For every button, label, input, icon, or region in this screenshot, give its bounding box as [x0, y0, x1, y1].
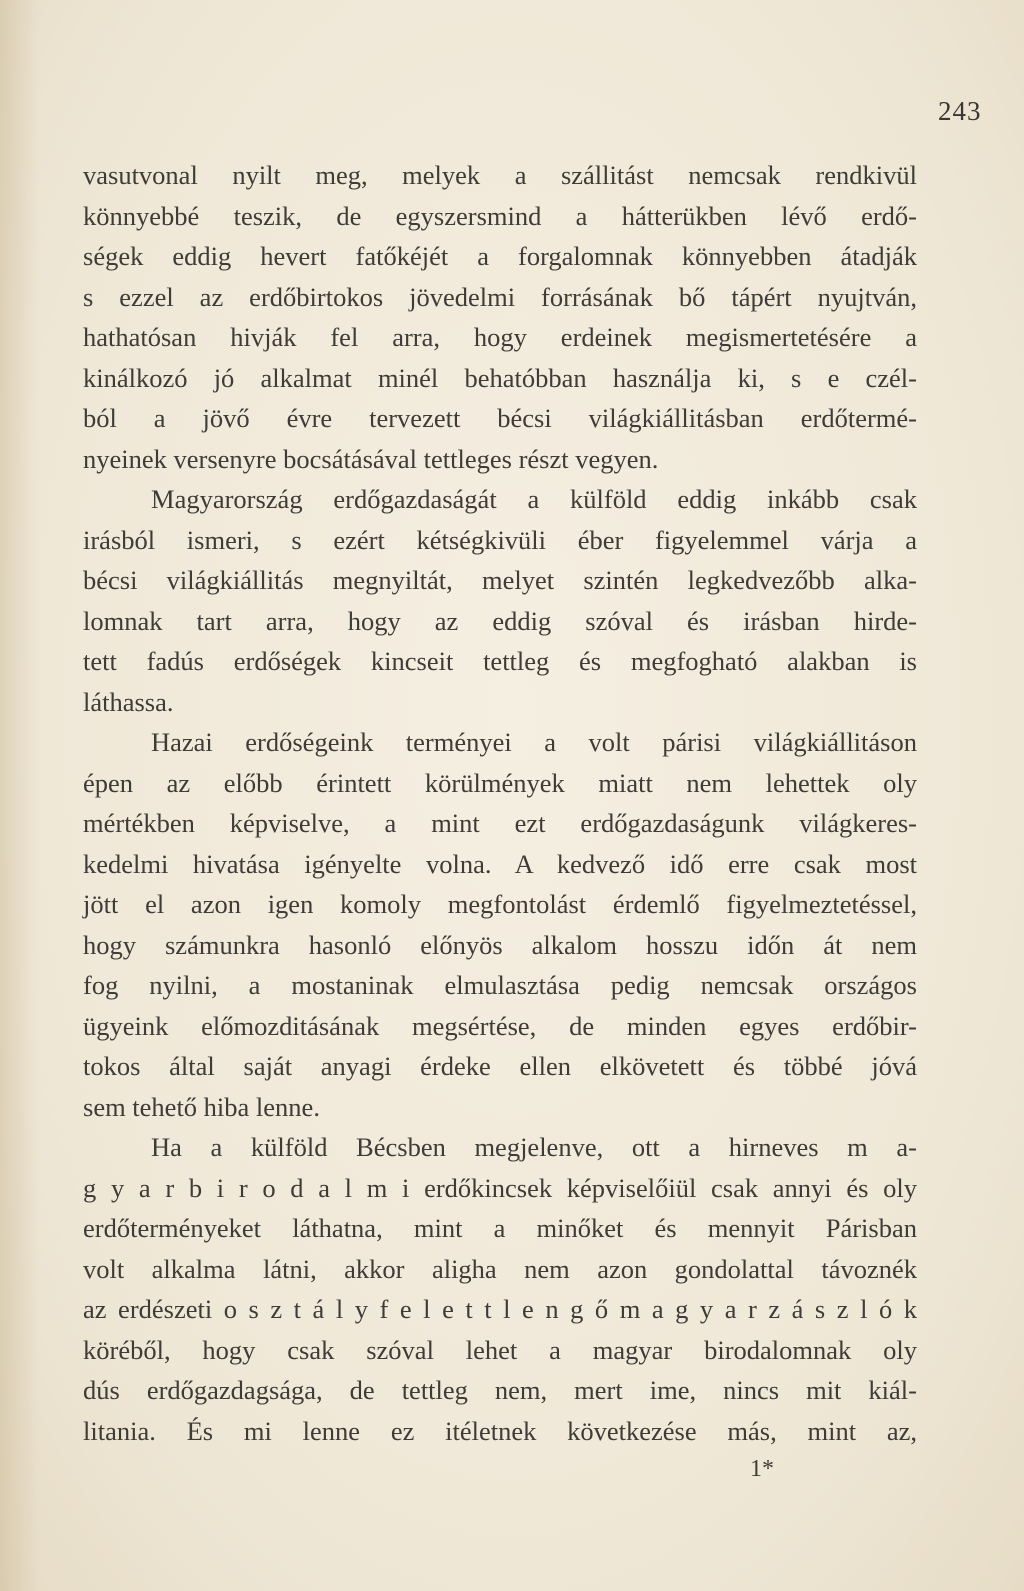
text-line: épen az előbb érintett körülmények miatt nem lehettek oly — [83, 767, 917, 798]
text-line: sem tehető hiba lenne. — [83, 1091, 320, 1122]
text-line: tokos által saját anyagi érdeke ellen elkövetett és többé jóvá — [83, 1051, 917, 1081]
text-line: fog nyilni, a mostaninak elmulasztása pedig nemcsak országos — [83, 970, 917, 1000]
text-line: erdőterményeket láthatna, mint a minőket és mennyit Párisban — [83, 1213, 917, 1243]
paragraph-start-line: Hazai erdőségeink terményei a volt párisi világkiállitáson — [151, 727, 917, 757]
text-line: jött el azon igen komoly megfontolást érdemlő figyelmeztetéssel, — [83, 889, 917, 919]
text-line: hathatósan hivják fel arra, hogy erdeinek megismertetésére a — [83, 322, 917, 352]
text-line: s ezzel az erdőbirtokos jövedelmi forrásának bő tápért nyujtván, — [83, 281, 917, 312]
text-line: az erdészeti o s z t á l y f e l e t t l e n g ő m a g y a r z á s z l ó k — [83, 1294, 917, 1324]
text-line: kedelmi hivatása igényelte volna. A kedvező idő erre csak most — [83, 848, 917, 879]
page-number: 243 — [938, 96, 982, 126]
text-line: irásból ismeri, s ezért kétségkivüli éber figyelemmel várja a — [83, 524, 917, 555]
text-line: lomnak tart arra, hogy az eddig szóval és irásban hirde- — [83, 605, 917, 636]
text-line: köréből, hogy csak szóval lehet a magyar birodalomnak oly — [83, 1334, 917, 1365]
text-line: bécsi világkiállitás megnyiltát, melyet szintén legkedvezőbb alka- — [83, 565, 917, 595]
text-line: volt alkalma látni, akkor aligha nem azon gondolattal távoznék — [83, 1253, 917, 1284]
text-line: mértékben képviselve, a mint ezt erdőgazdaságunk világkeres- — [83, 808, 917, 838]
text-line: láthassa. — [83, 686, 174, 717]
text-line: ügyeink előmozditásának megsértése, de minden egyes erdőbir- — [83, 1010, 917, 1041]
body-text — [83, 155, 917, 1451]
text-line: ségek eddig hevert fatőkéjét a forgalomnak könnyebben átadják — [83, 241, 917, 271]
text-line: litania. És mi lenne ez itéletnek következése más, mint az, — [83, 1415, 917, 1446]
text-line: vasutvonal nyilt meg, melyek a szállitást nemcsak rendkivül — [83, 160, 917, 190]
text-line: könnyebbé teszik, de egyszersmind a hátterükben lévő erdő- — [83, 200, 917, 231]
text-line: kinálkozó jó alkalmat minél behatóbban használja ki, s e czél- — [83, 362, 917, 393]
text-line: hogy számunkra hasonló előnyös alkalom hosszu időn át nem — [83, 929, 917, 960]
text-line: dús erdőgazdagsága, de tettleg nem, mert ime, nincs mit kiál- — [83, 1375, 917, 1405]
paragraph-start-line: Ha a külföld Bécsben megjelenve, ott a hirneves m a- — [151, 1132, 917, 1162]
text-line: g y a r b i r o d a l m i erdőkincsek képviselőiül csak annyi és oly — [83, 1172, 917, 1203]
paragraph-start-line: Magyarország erdőgazdaságát a külföld eddig inkább csak — [151, 484, 917, 514]
signature-mark: 1* — [750, 1456, 774, 1482]
text-line: nyeinek versenyre bocsátásával tettleges részt vegyen. — [83, 443, 659, 474]
text-line: tett fadús erdőségek kincseit tettleg és megfogható alakban is — [83, 646, 917, 676]
text-line: ból a jövő évre tervezett bécsi világkiállitásban erdőtermé- — [83, 403, 917, 433]
